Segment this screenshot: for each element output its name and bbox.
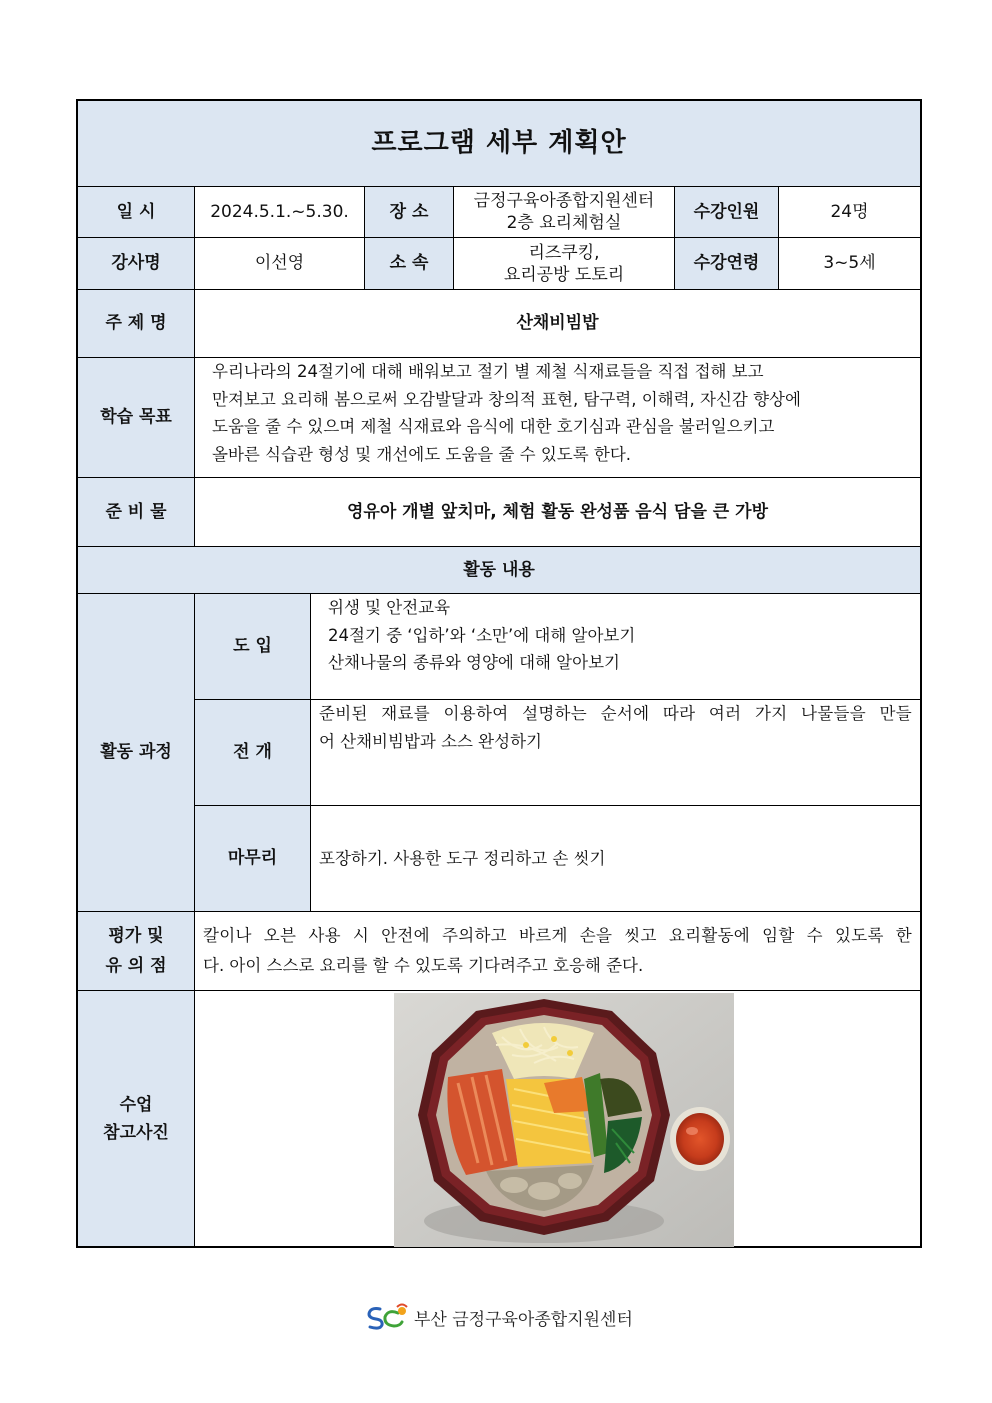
intro-line: 위생 및 안전교육 [328,598,451,617]
evaluation-label-line-2: 유 의 점 [105,956,167,976]
place-line-1: 금정구육아종합지원센터 [473,191,655,211]
prep-value: 영유아 개별 앞치마, 체험 활동 완성품 음식 담을 큰 가방 [195,478,920,547]
age-value: 3~5세 [779,238,920,290]
age-label: 수강연령 [675,238,779,290]
evaluation-label [78,912,195,991]
photo-label-line-1: 수업 [119,1094,153,1115]
affiliation-label: 소 속 [365,238,454,290]
capacity-value: 24명 [779,187,920,238]
photo-cell [195,991,920,1246]
date-value: 2024.5.1.~5.30. [195,187,365,238]
instructor-label: 강사명 [78,238,195,290]
footer [364,1302,633,1332]
photo-label [78,991,195,1246]
development-label: 전 개 [195,700,311,806]
topic-value: 산채비빔밥 [195,290,920,358]
instructor-value: 이선영 [195,238,365,290]
intro-line: 24절기 중 ‘입하’와 ‘소만’에 대해 알아보기 [328,625,636,645]
photo-label-line-2: 참고사진 [103,1122,169,1143]
evaluation-line: 칼이나 오븐 사용 시 안전에 주의하고 바르게 손을 씻고 요리활동에 임할 수 있도록 한 [203,926,912,945]
wrapup-label: 마무리 [195,806,311,912]
footer-org: 부산 금정구육아종합지원센터 [414,1309,633,1330]
development-text [311,700,920,806]
capacity-label: 수강인원 [675,187,779,238]
intro-line: 산채나물의 종류와 영양에 대해 알아보기 [328,653,620,672]
affiliation-line-1: 리즈쿠킹, [528,242,600,263]
bibimbap-photo-svg [394,993,734,1247]
process-label: 활동 과정 [78,594,195,912]
place-line-2: 2층 요리체험실 [506,213,622,233]
wrapup-text: 포장하기. 사용한 도구 정리하고 손 씻기 [311,806,920,912]
intro-label: 도 입 [195,594,311,700]
affiliation-line-2: 요리공방 도토리 [503,264,625,285]
affiliation-value [454,238,675,290]
goal-line: 도움을 줄 수 있으며 제철 식재료와 음식에 대한 호기심과 관심을 불러일으키고 [212,417,775,436]
bibimbap-photo [394,993,734,1247]
goal-line: 우리나라의 24절기에 대해 배워보고 절기 별 제철 식재료들을 직접 접해 보고 [212,362,764,381]
activity-header: 활동 내용 [78,547,920,594]
plan-document [76,99,922,1248]
center-logo-icon [364,1303,410,1331]
goal-line: 만져보고 요리해 봄으로써 오감발달과 창의적 표현, 탐구력, 이해력, 자신감 향상에 [212,389,801,409]
goal-text [195,358,920,478]
goal-label: 학습 목표 [78,358,195,478]
goal-line: 올바른 식습관 형성 및 개선에도 도움을 줄 수 있도록 한다. [212,444,632,464]
evaluation-line: 다. 아이 스스로 요리를 할 수 있도록 기다려주고 호응해 준다. [203,956,644,975]
development-line: 어 산채비빔밥과 소스 완성하기 [319,732,542,751]
place-value [454,187,675,238]
evaluation-label-line-1: 평가 및 [108,926,164,946]
date-label: 일 시 [78,187,195,238]
page-title: 프로그램 세부 계획안 [78,101,920,187]
topic-label: 주 제 명 [78,290,195,358]
prep-label: 준 비 물 [78,478,195,547]
evaluation-text [195,912,920,991]
development-line: 준비된 재료를 이용하여 설명하는 순서에 따라 여러 가지 나물들을 만들 [319,704,912,723]
place-label: 장 소 [365,187,454,238]
intro-text [311,594,920,700]
